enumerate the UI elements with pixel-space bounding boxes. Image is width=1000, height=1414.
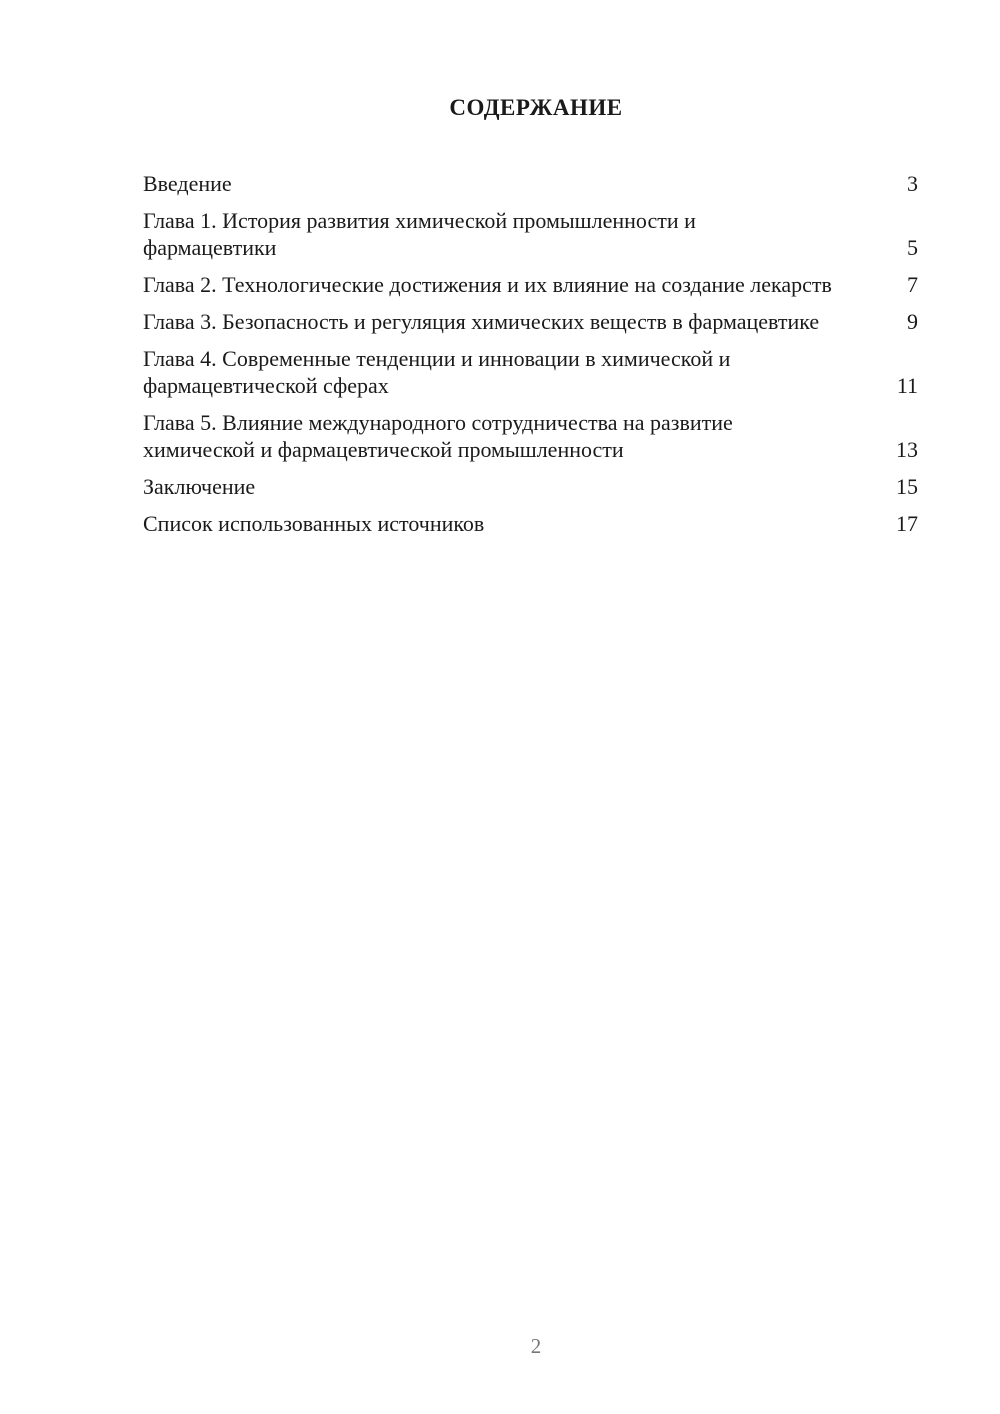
- toc-entry-chapter-2[interactable]: [143, 271, 918, 298]
- toc-entry-label: Глава 1. История развития химической промышленности и фармацевтики: [143, 208, 696, 260]
- toc-entry-page: 11: [896, 373, 918, 398]
- toc-entry-chapter-3[interactable]: [143, 308, 918, 335]
- toc-entry-introduction[interactable]: [143, 170, 918, 197]
- toc-entry-label: Глава 2. Технологические достижения и их влияние на создание лекарств: [143, 272, 832, 297]
- toc-entry-page: 7: [907, 272, 918, 297]
- toc-entry-page: 5: [907, 235, 918, 260]
- toc-entry-page: 3: [907, 171, 918, 196]
- toc-entry-page: 15: [896, 474, 918, 499]
- toc-entry-label: Заключение: [143, 474, 256, 499]
- toc-entry-chapter-4[interactable]: [143, 345, 918, 399]
- toc-entry-chapter-1[interactable]: [143, 207, 918, 261]
- toc-entry-conclusion[interactable]: [143, 473, 918, 500]
- table-of-contents: [143, 170, 918, 547]
- toc-entry-page: 9: [907, 309, 918, 334]
- toc-entry-page: 17: [896, 511, 918, 536]
- toc-entry-label: Глава 3. Безопасность и регуляция химических веществ в фармацевтике: [143, 309, 820, 334]
- toc-entry-chapter-5[interactable]: [143, 409, 918, 463]
- toc-entry-label: Глава 4. Современные тенденции и инновации в химической и фармацевтической сферах: [143, 346, 731, 398]
- toc-entry-label: Глава 5. Влияние международного сотрудничества на развитие химической и фармацевтической промышленности: [143, 410, 733, 462]
- toc-title: СОДЕРЖАНИЕ: [449, 95, 623, 120]
- toc-entry-label: Введение: [143, 171, 232, 196]
- toc-entry-label: Список использованных источников: [143, 511, 485, 536]
- toc-entry-page: 13: [896, 437, 918, 462]
- page-number: 2: [530, 1334, 542, 1358]
- toc-entry-references[interactable]: [143, 510, 918, 537]
